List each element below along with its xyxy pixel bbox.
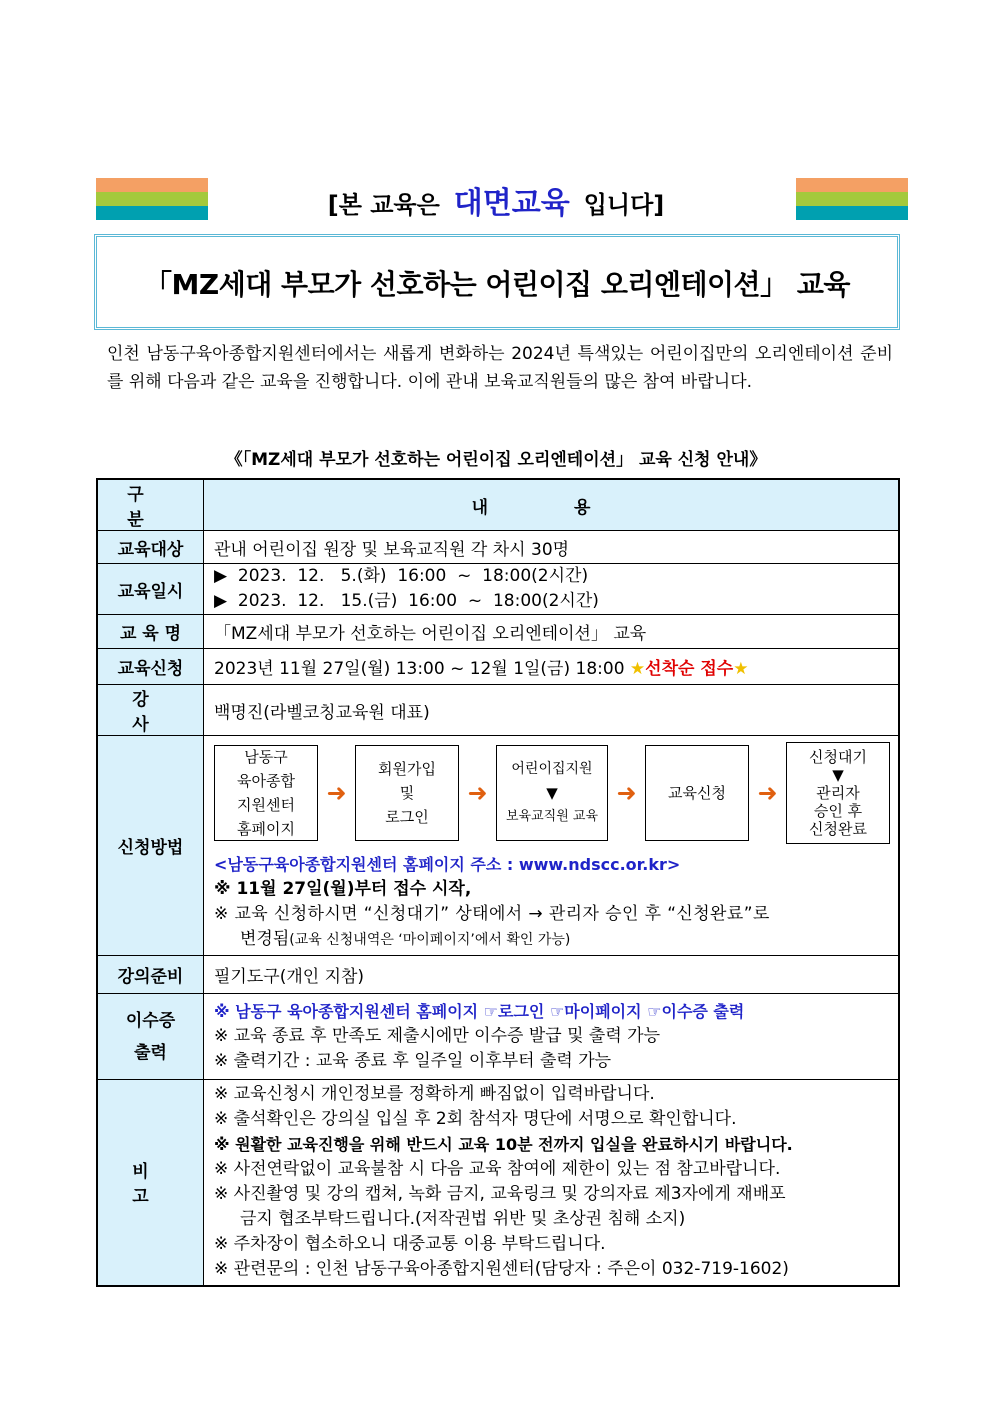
face-to-face-notice: [본 교육은 대면교육 입니다] bbox=[327, 186, 665, 221]
row-label-target: 교육대상 bbox=[97, 531, 204, 564]
table-row bbox=[97, 736, 899, 956]
certificate-note-2: ※ 출력기간 : 교육 종료 후 일주일 이후부터 출력 가능 bbox=[214, 1051, 612, 1071]
remark-item: ※ 출석확인은 강의실 입실 후 2회 참석자 명단에 서명으로 확인합니다. bbox=[214, 1109, 737, 1130]
star-icon: ★ bbox=[629, 659, 646, 679]
arrow-right-icon: ➜ bbox=[467, 779, 488, 807]
table-row bbox=[97, 685, 899, 736]
application-flow bbox=[214, 736, 890, 852]
method-note-status-cont: 변경됨(교육 신청내역은 ‘마이페이지’에서 확인 가능) bbox=[240, 929, 571, 949]
method-note-status: ※ 교육 신청하시면 “신청대기” 상태에서 → 관리자 승인 후 “신청완료”로 bbox=[214, 904, 770, 924]
row-label-certificate: 이수증 출력 bbox=[97, 994, 204, 1080]
star-icon: ★ bbox=[733, 659, 749, 679]
row-label-name: 교 육 명 bbox=[97, 615, 204, 649]
remark-item: ※ 사전연락없이 교육불참 시 다음 교육 참여에 제한이 있는 점 참고바랍니다. bbox=[214, 1159, 781, 1180]
arrow-right-icon: ➜ bbox=[757, 779, 778, 807]
homepage-address: <남동구육아종합지원센터 홈페이지 주소 : www.ndscc.or.kr> bbox=[214, 855, 681, 874]
flow-step-complete: 신청대기 ▼ 관리자 승인 후 신청완료 bbox=[786, 742, 890, 844]
flow-step-login: 회원가입 및 로그인 bbox=[355, 745, 459, 841]
table-subtitle: 《「MZ세대 부모가 선호하는 어린이집 오리엔테이션」 교육 신청 안내》 bbox=[225, 450, 767, 470]
arrow-right-icon: ➜ bbox=[326, 779, 347, 807]
remark-item: ※ 사진촬영 및 강의 캡쳐, 녹화 금지, 교육링크 및 강의자료 제3자에게 재배포 bbox=[214, 1184, 786, 1205]
prep-value: 필기도구(개인 지참) bbox=[204, 956, 900, 994]
table-header-row bbox=[97, 479, 899, 531]
remark-item: ※ 관련문의 : 인천 남동구육아종합지원센터(담당자 : 주은이 032-719-1602) bbox=[214, 1259, 789, 1280]
table-row bbox=[97, 1080, 899, 1286]
table-row bbox=[97, 615, 899, 649]
header-content: 내 용 bbox=[204, 479, 900, 531]
remark-item: ※ 원활한 교육진행을 위해 반드시 교육 10분 전까지 입실을 완료하시기 바랍니다. bbox=[214, 1135, 793, 1155]
flow-step-apply: 교육신청 bbox=[645, 745, 749, 841]
intro-paragraph: 인천 남동구육아종합지원센터에서는 새롭게 변화하는 2024년 특색있는 어린이집만의 오리엔테이션 준비를 위해 다음과 같은 교육을 진행합니다. 이에 관내 보육교직원들의 많은 참여 바랍니다. bbox=[107, 344, 893, 392]
title-box bbox=[94, 234, 900, 330]
date-session-2: ▶ 2023. 12. 15.(금) 16:00 ~ 18:00(2시간) bbox=[214, 591, 599, 611]
flow-step-menu: 어린이집지원 ▼ 보육교직원 교육 bbox=[496, 745, 608, 841]
table-row bbox=[97, 649, 899, 685]
row-label-apply: 교육신청 bbox=[97, 649, 204, 685]
header-category: 구 분 bbox=[97, 479, 204, 531]
certificate-path: ※ 남동구 육아종합지원센터 홈페이지 ☞로그인 ☞마이페이지 ☞이수증 출력 bbox=[214, 1002, 745, 1021]
table-row bbox=[97, 994, 899, 1080]
arrow-right-icon: ➜ bbox=[616, 779, 637, 807]
row-label-lecturer: 강 사 bbox=[97, 685, 204, 736]
date-session-1: ▶ 2023. 12. 5.(화) 16:00 ~ 18:00(2시간) bbox=[214, 566, 589, 586]
row-label-date: 교육일시 bbox=[97, 564, 204, 615]
row-label-remarks: 비 고 bbox=[97, 1080, 204, 1286]
page-title: 「MZ세대 부모가 선호하는 어린이집 오리엔테이션」 교육 bbox=[144, 268, 850, 301]
first-come-note: 선착순 접수 bbox=[645, 659, 734, 679]
notice-highlight: 대면교육 bbox=[453, 186, 570, 221]
info-table bbox=[96, 478, 900, 1287]
remark-item: 금지 협조부탁드립니다.(저작권법 위반 및 초상권 침해 소지) bbox=[240, 1209, 686, 1230]
table-row bbox=[97, 956, 899, 994]
row-label-prep: 강의준비 bbox=[97, 956, 204, 994]
triangle-down-icon: ▼ bbox=[546, 784, 558, 802]
certificate-note-1: ※ 교육 종료 후 만족도 제출시에만 이수증 발급 및 출력 가능 bbox=[214, 1026, 660, 1046]
course-name: 「MZ세대 부모가 선호하는 어린이집 오리엔테이션」 교육 bbox=[204, 615, 900, 649]
method-note-start: ※ 11월 27일(월)부터 접수 시작, bbox=[214, 879, 472, 899]
remark-item: ※ 주차장이 협소하오니 대중교통 이용 부탁드립니다. bbox=[214, 1234, 606, 1255]
row-label-method: 신청방법 bbox=[97, 736, 204, 956]
apply-period: 2023년 11월 27일(월) 13:00 ~ 12월 1일(금) 18:00 bbox=[214, 659, 625, 679]
remark-item: ※ 교육신청시 개인정보를 정확하게 빠짐없이 입력바랍니다. bbox=[214, 1084, 655, 1105]
table-row bbox=[97, 531, 899, 564]
triangle-down-icon: ▼ bbox=[832, 766, 844, 784]
flow-step-homepage: 남동구 육아종합 지원센터 홈페이지 bbox=[214, 745, 318, 841]
lecturer-value: 백명진(라벨코칭교육원 대표) bbox=[204, 685, 900, 736]
target-value: 관내 어린이집 원장 및 보육교직원 각 차시 30명 bbox=[204, 531, 900, 564]
table-row bbox=[97, 564, 899, 615]
